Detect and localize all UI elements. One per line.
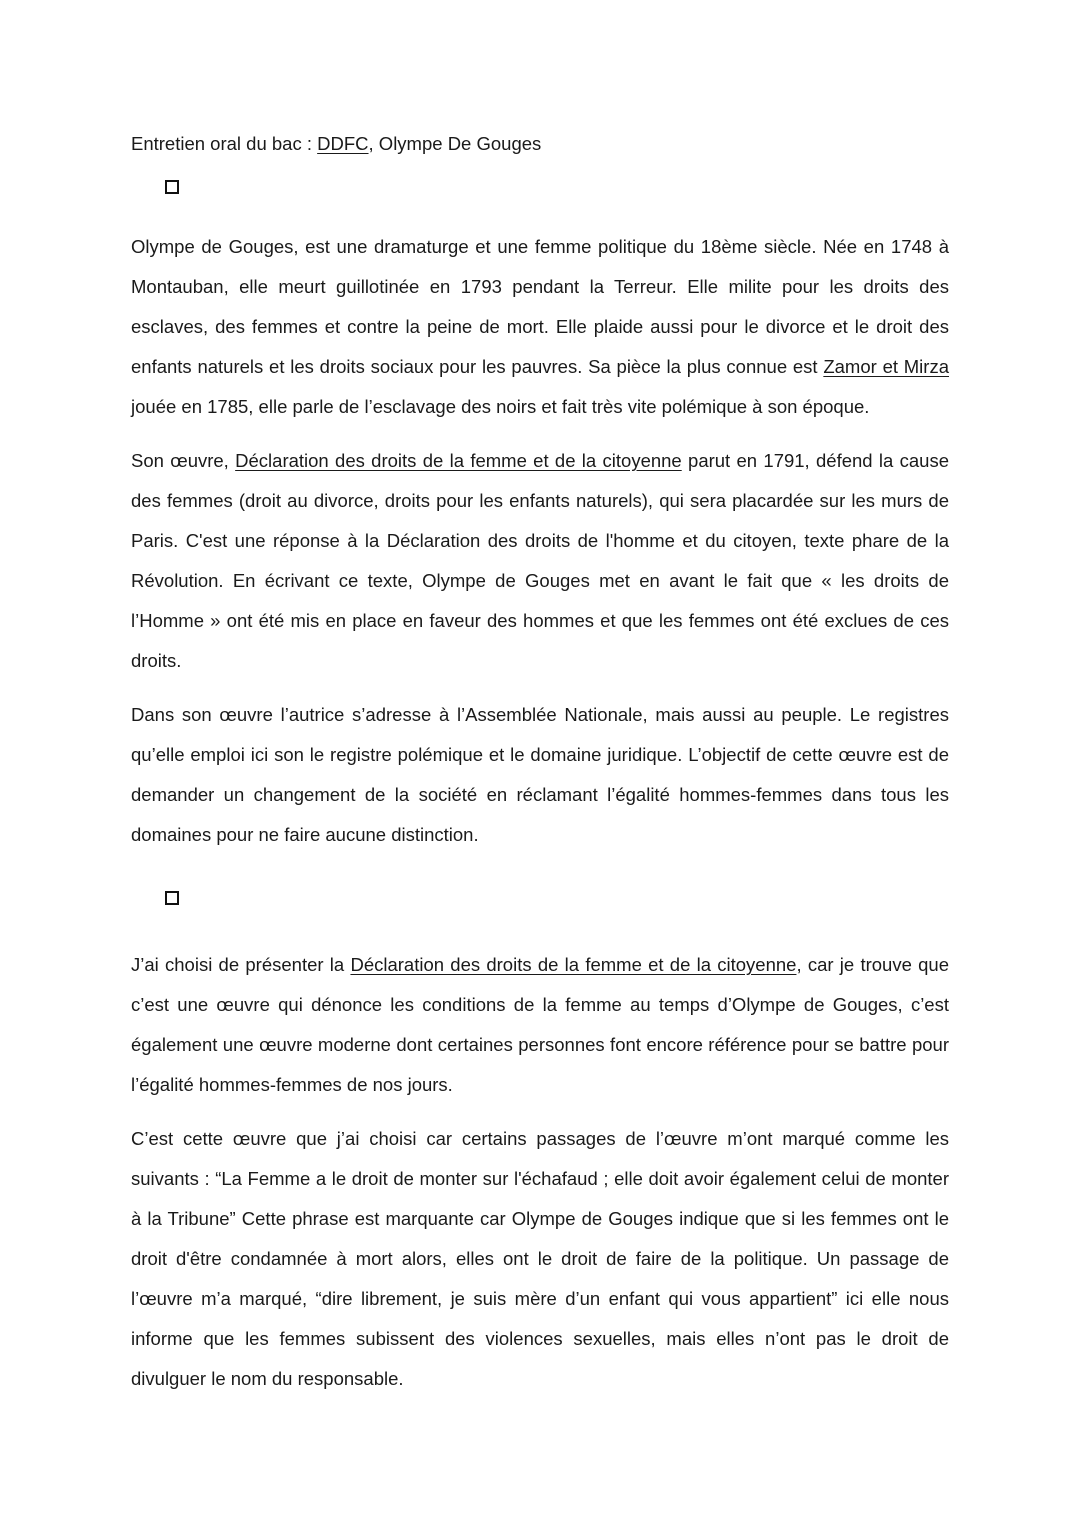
text-segment: jouée en 1785, elle parle de l’esclavage des noirs et fait très vite polémique à son époque.	[131, 396, 870, 417]
text-segment: parut en 1791, défend la cause des femmes (droit au divorce, droits pour les enfants naturels), qui sera placardée sur les murs de Paris. C'est une réponse à la Déclaration des droits de l'homme et du citoyen, texte phare de la Révolution. En écrivant ce texte, Olympe de Gouges met en avant le fait que « les droits de l’Homme » ont été mis en place en faveur des hommes et que les femmes ont été exclues de ces droits.	[131, 450, 949, 671]
text-segment: , car je trouve que c’est une œuvre qui dénonce les conditions de la femme au temps d’Olympe de Gouges, c’est également une œuvre moderne dont certaines personnes font encore référence pour se battre pour l’égalité hommes-femmes de nos jours.	[131, 954, 949, 1095]
document-title	[131, 130, 949, 158]
paragraph-choice-reason	[131, 945, 949, 1105]
paragraph-author-bio	[131, 227, 949, 427]
work-title: Déclaration des droits de la femme et de la citoyenne	[235, 450, 682, 471]
title-abbreviation: DDFC	[317, 133, 369, 154]
work-title: Déclaration des droits de la femme et de la citoyenne	[350, 954, 797, 975]
paragraph-quotes: C’est cette œuvre que j’ai choisi car certains passages de l’œuvre m’ont marqué comme les suivants : “La Femme a le droit de monter sur l'échafaud ; elle doit avoir également celui de monter à la Tribune” Cette phrase est marquante car Olympe de Gouges indique que si les femmes ont le droit d'être condamnée à mort alors, elles ont le droit de faire de la politique. Un passage de l’œuvre m’a marqué, “dire librement, je suis mère d’un enfant qui vous appartient” ici elle nous informe que les femmes subissent des violences sexuelles, mais elles n’ont pas le droit de divulguer le nom du responsable.	[131, 1128, 949, 1389]
title-suffix: , Olympe De Gouges	[368, 133, 542, 154]
play-title: Zamor et Mirza	[823, 356, 949, 377]
paragraph-registers: Dans son œuvre l’autrice s’adresse à l’Assemblée Nationale, mais aussi au peuple. Le registres qu’elle emploi ici son le registre polémique et le domaine juridique. L’objectif de cette œuvre est de demander un changement de la société en réclamant l’égalité hommes-femmes dans tous les domaines pour ne faire aucune distinction.	[131, 704, 949, 845]
checkbox-icon	[165, 180, 179, 194]
title-prefix: Entretien oral du bac :	[131, 133, 318, 154]
text-segment: Olympe de Gouges, est une dramaturge et une femme politique du 18ème siècle. Née en 1748 à Montauban, elle meurt guillotinée en 1793 pendant la Terreur. Elle milite pour les droits des esclaves, des femmes et contre la peine de mort. Elle plaide aussi pour le divorce et le droit des enfants naturels et les droits sociaux pour les pauvres. Sa pièce la plus connue est	[131, 236, 949, 377]
text-segment: Son œuvre,	[131, 450, 236, 471]
paragraph-work-summary	[131, 441, 949, 681]
checkbox-icon	[165, 891, 179, 905]
text-segment: J’ai choisi de présenter la	[131, 954, 351, 975]
